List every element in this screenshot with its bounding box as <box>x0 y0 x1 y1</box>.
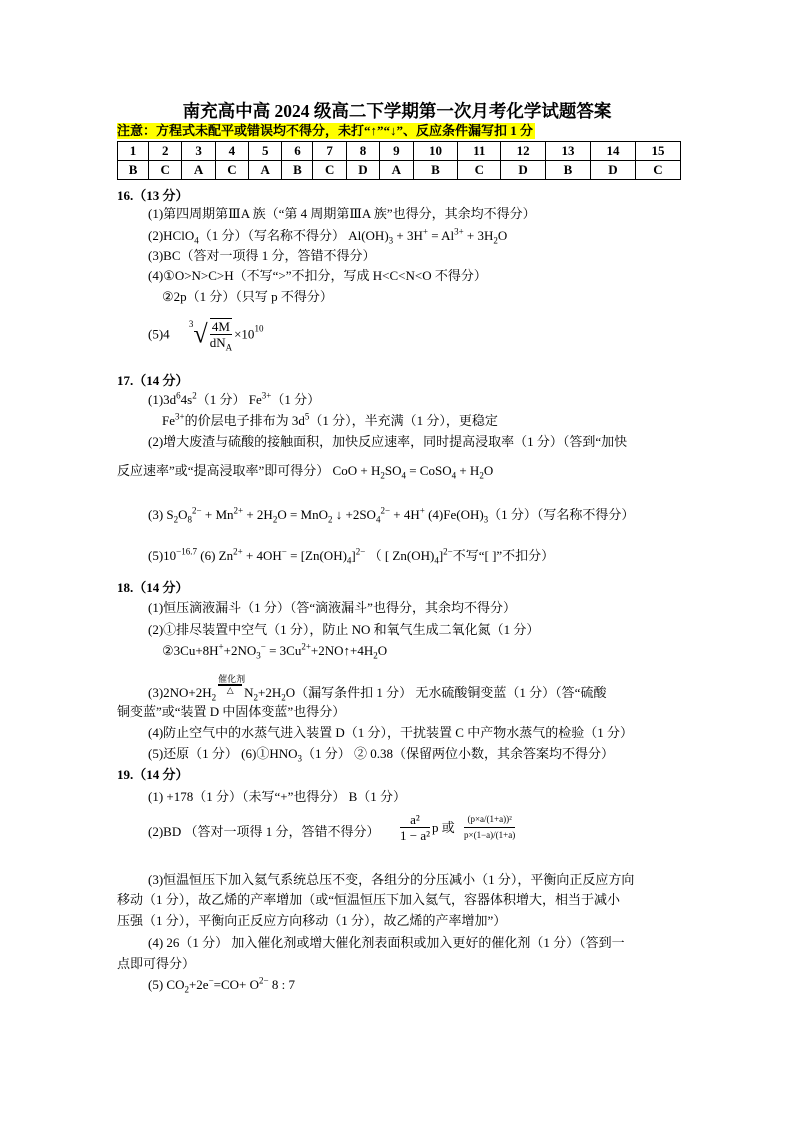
text-run: (5)还原（1 分） (6)①HNO <box>148 746 298 761</box>
q19-line: 移动（1 分），故乙烯的产率增加（或“恒温恒压下加入氦气，容器体积增大，相当于减小 <box>117 892 621 907</box>
denominator: p×(1−a)/(1+a) <box>464 830 516 840</box>
text-run: （1 分）（写名称不得分） Al(OH) <box>198 228 389 243</box>
q18-line <box>148 674 607 703</box>
question-number-cell: 14 <box>590 142 635 161</box>
question-number-row <box>118 142 681 161</box>
supscript: + <box>218 641 224 652</box>
q18-3-post <box>244 685 607 703</box>
subscript: 4 <box>401 470 406 481</box>
text-run: +2NO <box>223 643 257 658</box>
supscript: 2+ <box>301 641 311 652</box>
q18-line <box>148 746 614 762</box>
text-run: ②3Cu+8H <box>162 643 219 658</box>
q16-line: (4)①O>N>C>H（不写“>”不扣分，写成 H<C<N<O 不得分） <box>148 268 487 283</box>
question-number-cell: 12 <box>501 142 546 161</box>
text-run: 4s <box>180 392 193 407</box>
q17-line <box>148 507 634 523</box>
text-run: = 3Cu <box>265 643 302 658</box>
subscript: 3 <box>297 753 302 764</box>
question-number-cell: 6 <box>282 142 313 161</box>
subscript: 4 <box>434 555 439 566</box>
denominator: 1 − a² <box>400 828 430 843</box>
exponent: 10 <box>254 323 264 334</box>
subscript: 4 <box>451 470 457 481</box>
answer-cell: B <box>118 161 149 180</box>
question-number-cell: 5 <box>249 142 282 161</box>
subscript: 3 <box>388 235 394 246</box>
q19-heading: 19.（14 分） <box>117 767 189 782</box>
q17-line: (2)增大废渣与硫酸的接触面积，加快反应速率，同时提高浸取率（1 分）（答到“加快 <box>148 434 628 449</box>
text-run: 反应速率”或“提高浸取率”即可得分） CoO + H <box>117 463 381 478</box>
q19-line: (1) +178（1 分）（未写“+”也得分） B（1 分） <box>148 789 407 804</box>
answer-row <box>118 161 681 180</box>
q18-line: 铜变蓝”或“装置 D 中固体变蓝”也得分） <box>117 704 346 719</box>
answer-cell: D <box>590 161 635 180</box>
supscript: 2 <box>192 390 197 401</box>
supscript: − <box>208 975 214 986</box>
q18-heading: 18.（14 分） <box>117 580 189 595</box>
subscript: 4 <box>194 235 199 246</box>
text-run: + 4OH <box>242 548 282 563</box>
text-run: O（漏写条件扣 1 分） 无水硫酸铜变蓝（1 分）（答“硫酸 <box>285 685 607 700</box>
den-sub: A <box>225 342 233 353</box>
numerator: 4M <box>210 319 232 335</box>
subscript: 2 <box>380 470 385 481</box>
q16-line: (1)第四周期第ⅢA 族（“第 4 周期第ⅢA 族”也得分，其余均不得分） <box>148 206 536 221</box>
q18-line <box>162 643 387 659</box>
text-run: （1 分），半充满（1 分），更稳定 <box>309 413 498 428</box>
text-run: O <box>178 507 188 522</box>
text-run: (5) CO <box>148 977 185 992</box>
supscript: 2− <box>192 505 202 516</box>
text-run: + 3H <box>463 228 494 243</box>
subscript: 2 <box>327 514 333 525</box>
den-text: dN <box>209 335 226 350</box>
text-run: O <box>497 228 508 243</box>
grading-notice: 注意：方程式未配平或错误均不得分，未打“↑”“↓”、反应条件漏写扣 1 分 <box>117 123 534 138</box>
subscript: 8 <box>187 514 193 525</box>
text-run: + 2H <box>243 507 273 522</box>
answer-cell: C <box>215 161 248 180</box>
answer-cell: D <box>501 161 546 180</box>
text-run: SO <box>384 463 402 478</box>
page-title: 南充高中高 2024 级高二下学期第一次月考化学试题答案 <box>182 101 612 121</box>
subscript: 3 <box>256 650 261 661</box>
text-run: O <box>483 463 494 478</box>
reaction-condition <box>218 674 246 695</box>
fraction <box>464 812 515 843</box>
multiplier: ×10 <box>234 326 255 342</box>
text-run: + 4H <box>390 507 420 522</box>
text-run: +2H <box>258 685 282 700</box>
subscript: 2 <box>373 650 378 661</box>
supscript: 3+ <box>175 411 185 422</box>
text-run: （1 分） Fe <box>196 392 262 407</box>
text-run: （1 分）（写名称不得分） <box>488 507 635 522</box>
supscript: 2− <box>443 546 453 557</box>
text-run: + 3H <box>393 228 423 243</box>
text-run: (1)3d <box>148 392 177 407</box>
q19-line: (3)恒温恒压下加入氦气系统总压不变，各组分的分压减小（1 分），平衡向正反应方向 <box>148 872 635 887</box>
q19-line <box>148 977 295 993</box>
subscript: 4 <box>346 555 352 566</box>
question-number-cell: 15 <box>635 142 680 161</box>
text-run: Fe <box>162 413 175 428</box>
text-run: N <box>244 685 254 700</box>
question-number-cell: 11 <box>458 142 501 161</box>
supscript: − <box>281 546 287 557</box>
answer-cell: A <box>249 161 282 180</box>
question-number-cell: 8 <box>346 142 379 161</box>
answer-cell: C <box>635 161 680 180</box>
subscript: 2 <box>253 692 259 703</box>
text-run: = Al <box>427 228 455 243</box>
q18-line: (4)防止空气中的水蒸气进入装置 D（1 分），干扰装置 C 中产物水蒸气的检验（1 分） <box>148 725 633 740</box>
numerator: a² <box>400 812 430 828</box>
radical-sign: √ <box>193 319 208 349</box>
q19-line: 压强（1 分），平衡向正反应方向移动（1 分），故乙烯的产率增加”） <box>117 913 507 928</box>
q19-2-formulas <box>398 812 517 843</box>
text-run: ] <box>351 548 356 563</box>
q18-line: (2)①排尽装置中空气（1 分），防止 NO 和氧气生成二氧化氮（1 分） <box>148 622 540 637</box>
text-run: （ [ Zn(OH) <box>365 548 435 563</box>
cube-root-formula <box>188 318 264 353</box>
text-run: + Mn <box>201 507 234 522</box>
question-number-cell: 2 <box>149 142 182 161</box>
subscript: 4 <box>375 514 381 525</box>
text-run: = [Zn(OH) <box>286 548 347 563</box>
fraction <box>400 812 430 843</box>
subscript: 3 <box>483 514 489 525</box>
text-run: +2NO↑+4H <box>310 643 374 658</box>
question-number-cell: 9 <box>380 142 413 161</box>
text-run: =CO+ O <box>213 977 260 992</box>
supscript: 2− <box>259 975 269 986</box>
question-number-cell: 4 <box>215 142 248 161</box>
supscript: −16.7 <box>176 546 197 557</box>
text-run: +2e <box>188 977 209 992</box>
subscript: 2 <box>493 235 498 246</box>
supscript: 2− <box>355 546 366 557</box>
q17-line <box>162 413 498 429</box>
text-run: (3) S <box>148 507 174 522</box>
q16-heading: 16.（13 分） <box>117 188 189 203</box>
supscript: + <box>419 505 425 516</box>
text-run: (2)HClO <box>148 228 195 243</box>
answer-table <box>117 141 681 180</box>
q16-line: ②2p（1 分）（只写 p 不得分） <box>162 289 333 304</box>
subscript: 2 <box>173 514 179 525</box>
subscript: 2 <box>281 692 286 703</box>
text-run: （1 分） <box>271 392 321 407</box>
answer-cell: B <box>413 161 458 180</box>
question-number-cell: 1 <box>118 142 149 161</box>
q16-5-label: (5)4 <box>148 326 170 342</box>
supscript: 2+ <box>233 546 243 557</box>
q19-line: (2)BD （答对一项得 1 分，答错不得分） <box>148 824 380 839</box>
q19-line: 点即可得分） <box>117 956 196 971</box>
q16-line <box>148 228 507 244</box>
supscript: − <box>260 641 266 652</box>
answer-cell: B <box>282 161 313 180</box>
text-run: (3)2NO+2H <box>148 685 212 700</box>
q16-line: (3)BC（答对一项得 1 分，答错不得分） <box>148 248 376 263</box>
text-run: + H <box>456 463 480 478</box>
heat-symbol: △ <box>218 685 242 695</box>
supscript: + <box>422 226 428 237</box>
supscript: 2− <box>380 505 391 516</box>
answer-cell: C <box>313 161 346 180</box>
text-run: 的价层电子排布为 3d <box>184 413 305 428</box>
q17-line <box>117 463 493 479</box>
q16-formula-line <box>148 318 264 353</box>
supscript: 3+ <box>454 226 464 237</box>
text-run: = CoSO <box>405 463 452 478</box>
q18-line: (1)恒压滴液漏斗（1 分）（答“滴液漏斗”也得分，其余均不得分） <box>148 600 516 615</box>
answer-cell: A <box>380 161 413 180</box>
q17-line <box>148 392 320 408</box>
question-number-cell: 7 <box>313 142 346 161</box>
subscript: 2 <box>272 514 278 525</box>
subscript: 2 <box>479 470 484 481</box>
text-run: O = MnO <box>277 507 328 522</box>
supscript: 2+ <box>233 505 244 516</box>
catalyst-label: 催化剂 <box>218 674 246 684</box>
text-run: (5)10 <box>148 548 177 563</box>
text-run: O <box>377 643 388 658</box>
q17-line <box>148 548 554 564</box>
text-run: （1 分） ② 0.38（保留两位小数，其余答案均不得分） <box>301 746 614 761</box>
answer-cell: C <box>458 161 501 180</box>
q17-heading: 17.（14 分） <box>117 373 189 388</box>
answer-cell: B <box>546 161 591 180</box>
question-number-cell: 10 <box>413 142 458 161</box>
text-run: ↓ +2SO <box>332 507 376 522</box>
supscript: 3+ <box>261 390 272 401</box>
text-run: ] <box>438 548 444 563</box>
q18-3-pre <box>148 685 217 703</box>
supscript: 5 <box>304 411 310 422</box>
text-run: 不写“[ ]”不扣分） <box>452 548 555 563</box>
answer-cell: C <box>149 161 182 180</box>
text-run: (6) Zn <box>197 548 234 563</box>
text-run: (4)Fe(OH) <box>424 507 484 522</box>
q19-line: (4) 26（1 分） 加入催化剂或增大催化剂表面积或加入更好的催化剂（1 分）（答到一 <box>148 935 625 950</box>
text-run: 8 : 7 <box>268 977 295 992</box>
subscript: 2 <box>184 984 189 995</box>
question-number-cell: 13 <box>546 142 591 161</box>
supscript: 6 <box>176 390 181 401</box>
numerator: (p×a/(1+a))² <box>464 812 515 828</box>
answer-cell: D <box>346 161 379 180</box>
answer-cell: A <box>182 161 215 180</box>
root-index: 3 <box>188 319 194 329</box>
denominator <box>209 335 233 353</box>
fraction <box>209 318 233 353</box>
subscript: 2 <box>211 692 217 703</box>
formula-connector: p 或 <box>432 820 455 835</box>
question-number-cell: 3 <box>182 142 215 161</box>
